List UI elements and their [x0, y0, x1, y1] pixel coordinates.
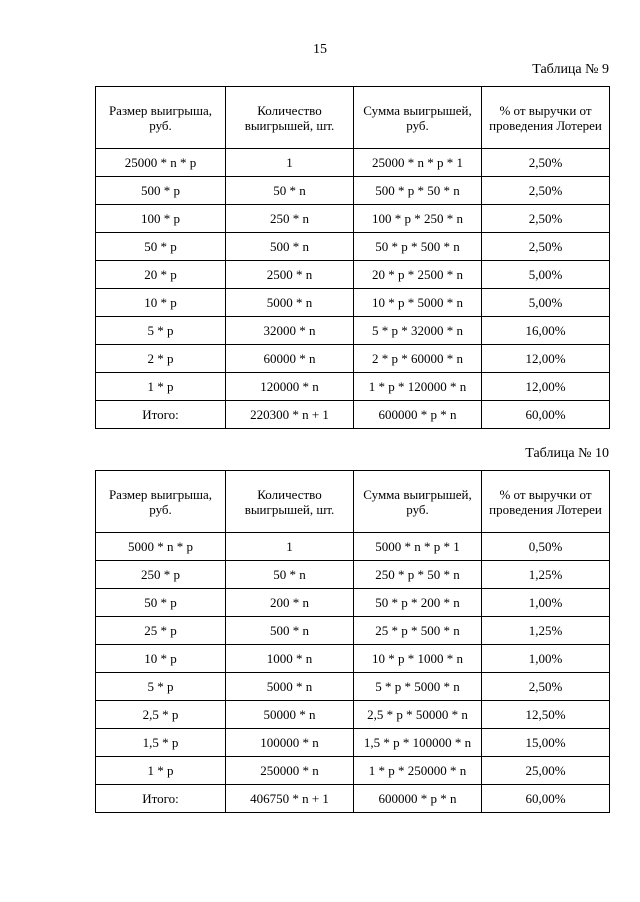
- table-10-caption: Таблица № 10: [525, 446, 609, 461]
- cell-prize-size: Итого:: [96, 401, 226, 429]
- cell-prize-count: 220300 * n + 1: [226, 401, 354, 429]
- cell-prize-count: 50 * n: [226, 177, 354, 205]
- cell-revenue-percent: 2,50%: [482, 149, 610, 177]
- cell-prize-count: 200 * n: [226, 589, 354, 617]
- table-10-body: [96, 533, 610, 813]
- cell-prize-size: 250 * p: [96, 561, 226, 589]
- cell-prize-size: 5000 * n * p: [96, 533, 226, 561]
- header-prize-count: Количество выигрышей, шт.: [226, 87, 354, 149]
- table-total-row: [96, 401, 610, 429]
- table-row: [96, 149, 610, 177]
- table-10: [95, 470, 610, 813]
- table-row: [96, 533, 610, 561]
- cell-revenue-percent: 60,00%: [482, 401, 610, 429]
- table-9-body: [96, 149, 610, 429]
- cell-prize-count: 406750 * n + 1: [226, 785, 354, 813]
- cell-prize-size: 2,5 * p: [96, 701, 226, 729]
- cell-prize-sum: 2 * p * 60000 * n: [354, 345, 482, 373]
- cell-prize-sum: 600000 * p * n: [354, 401, 482, 429]
- cell-prize-count: 120000 * n: [226, 373, 354, 401]
- cell-prize-count: 250000 * n: [226, 757, 354, 785]
- table-row: [96, 757, 610, 785]
- cell-prize-size: 20 * p: [96, 261, 226, 289]
- cell-prize-sum: 100 * p * 250 * n: [354, 205, 482, 233]
- cell-prize-size: 1,5 * p: [96, 729, 226, 757]
- cell-prize-count: 60000 * n: [226, 345, 354, 373]
- cell-prize-sum: 1 * p * 250000 * n: [354, 757, 482, 785]
- cell-revenue-percent: 60,00%: [482, 785, 610, 813]
- header-prize-size: Размер выигрыша, руб.: [96, 87, 226, 149]
- cell-prize-sum: 250 * p * 50 * n: [354, 561, 482, 589]
- table-total-row: [96, 785, 610, 813]
- cell-revenue-percent: 12,00%: [482, 373, 610, 401]
- cell-revenue-percent: 2,50%: [482, 673, 610, 701]
- cell-prize-size: 100 * p: [96, 205, 226, 233]
- table-row: [96, 261, 610, 289]
- cell-prize-sum: 5 * p * 5000 * n: [354, 673, 482, 701]
- table-row: [96, 589, 610, 617]
- cell-revenue-percent: 5,00%: [482, 289, 610, 317]
- table-row: [96, 673, 610, 701]
- table-header-row: [96, 471, 610, 533]
- table-row: [96, 373, 610, 401]
- header-prize-count: Количество выигрышей, шт.: [226, 471, 354, 533]
- header-revenue-percent: % от выручки от проведения Лотереи: [482, 87, 610, 149]
- cell-prize-size: 2 * p: [96, 345, 226, 373]
- table-row: [96, 561, 610, 589]
- table-row: [96, 205, 610, 233]
- cell-revenue-percent: 2,50%: [482, 205, 610, 233]
- cell-prize-size: 10 * p: [96, 645, 226, 673]
- cell-prize-size: 50 * p: [96, 233, 226, 261]
- table-row: [96, 617, 610, 645]
- table-row: [96, 177, 610, 205]
- cell-prize-count: 5000 * n: [226, 673, 354, 701]
- cell-prize-sum: 5000 * n * p * 1: [354, 533, 482, 561]
- cell-prize-size: 500 * p: [96, 177, 226, 205]
- cell-prize-count: 1: [226, 149, 354, 177]
- cell-prize-count: 1000 * n: [226, 645, 354, 673]
- cell-prize-size: 5 * p: [96, 317, 226, 345]
- table-row: [96, 233, 610, 261]
- cell-prize-sum: 600000 * p * n: [354, 785, 482, 813]
- cell-prize-count: 1: [226, 533, 354, 561]
- cell-revenue-percent: 2,50%: [482, 177, 610, 205]
- cell-prize-sum: 25000 * n * p * 1: [354, 149, 482, 177]
- cell-prize-count: 32000 * n: [226, 317, 354, 345]
- header-prize-sum: Сумма выигрышей, руб.: [354, 471, 482, 533]
- cell-prize-count: 250 * n: [226, 205, 354, 233]
- cell-prize-sum: 2,5 * p * 50000 * n: [354, 701, 482, 729]
- cell-prize-sum: 25 * p * 500 * n: [354, 617, 482, 645]
- cell-revenue-percent: 2,50%: [482, 233, 610, 261]
- cell-prize-size: 1 * p: [96, 373, 226, 401]
- cell-prize-size: Итого:: [96, 785, 226, 813]
- cell-prize-sum: 1,5 * p * 100000 * n: [354, 729, 482, 757]
- header-prize-sum: Сумма выигрышей, руб.: [354, 87, 482, 149]
- cell-prize-size: 1 * p: [96, 757, 226, 785]
- cell-prize-sum: 10 * p * 5000 * n: [354, 289, 482, 317]
- header-prize-size: Размер выигрыша, руб.: [96, 471, 226, 533]
- table-row: [96, 729, 610, 757]
- cell-prize-count: 5000 * n: [226, 289, 354, 317]
- cell-revenue-percent: 0,50%: [482, 533, 610, 561]
- cell-prize-sum: 5 * p * 32000 * n: [354, 317, 482, 345]
- cell-revenue-percent: 1,00%: [482, 589, 610, 617]
- cell-prize-sum: 500 * p * 50 * n: [354, 177, 482, 205]
- cell-prize-sum: 20 * p * 2500 * n: [354, 261, 482, 289]
- table-row: [96, 317, 610, 345]
- cell-prize-sum: 50 * p * 200 * n: [354, 589, 482, 617]
- cell-prize-size: 10 * p: [96, 289, 226, 317]
- table-row: [96, 345, 610, 373]
- cell-prize-sum: 10 * p * 1000 * n: [354, 645, 482, 673]
- table-9-caption: Таблица № 9: [532, 62, 609, 77]
- cell-prize-sum: 1 * p * 120000 * n: [354, 373, 482, 401]
- header-revenue-percent: % от выручки от проведения Лотереи: [482, 471, 610, 533]
- cell-revenue-percent: 1,25%: [482, 617, 610, 645]
- cell-prize-count: 2500 * n: [226, 261, 354, 289]
- table-row: [96, 701, 610, 729]
- table-row: [96, 645, 610, 673]
- cell-prize-size: 50 * p: [96, 589, 226, 617]
- cell-prize-count: 50 * n: [226, 561, 354, 589]
- cell-revenue-percent: 1,00%: [482, 645, 610, 673]
- cell-prize-count: 100000 * n: [226, 729, 354, 757]
- page-number: 15: [313, 42, 327, 57]
- cell-prize-size: 25 * p: [96, 617, 226, 645]
- cell-revenue-percent: 5,00%: [482, 261, 610, 289]
- cell-prize-sum: 50 * p * 500 * n: [354, 233, 482, 261]
- cell-revenue-percent: 15,00%: [482, 729, 610, 757]
- cell-prize-size: 25000 * n * p: [96, 149, 226, 177]
- cell-revenue-percent: 16,00%: [482, 317, 610, 345]
- table-9: [95, 86, 610, 429]
- cell-revenue-percent: 12,50%: [482, 701, 610, 729]
- cell-prize-count: 50000 * n: [226, 701, 354, 729]
- cell-prize-count: 500 * n: [226, 233, 354, 261]
- cell-revenue-percent: 1,25%: [482, 561, 610, 589]
- cell-prize-size: 5 * p: [96, 673, 226, 701]
- table-header-row: [96, 87, 610, 149]
- cell-prize-count: 500 * n: [226, 617, 354, 645]
- cell-revenue-percent: 25,00%: [482, 757, 610, 785]
- cell-revenue-percent: 12,00%: [482, 345, 610, 373]
- table-row: [96, 289, 610, 317]
